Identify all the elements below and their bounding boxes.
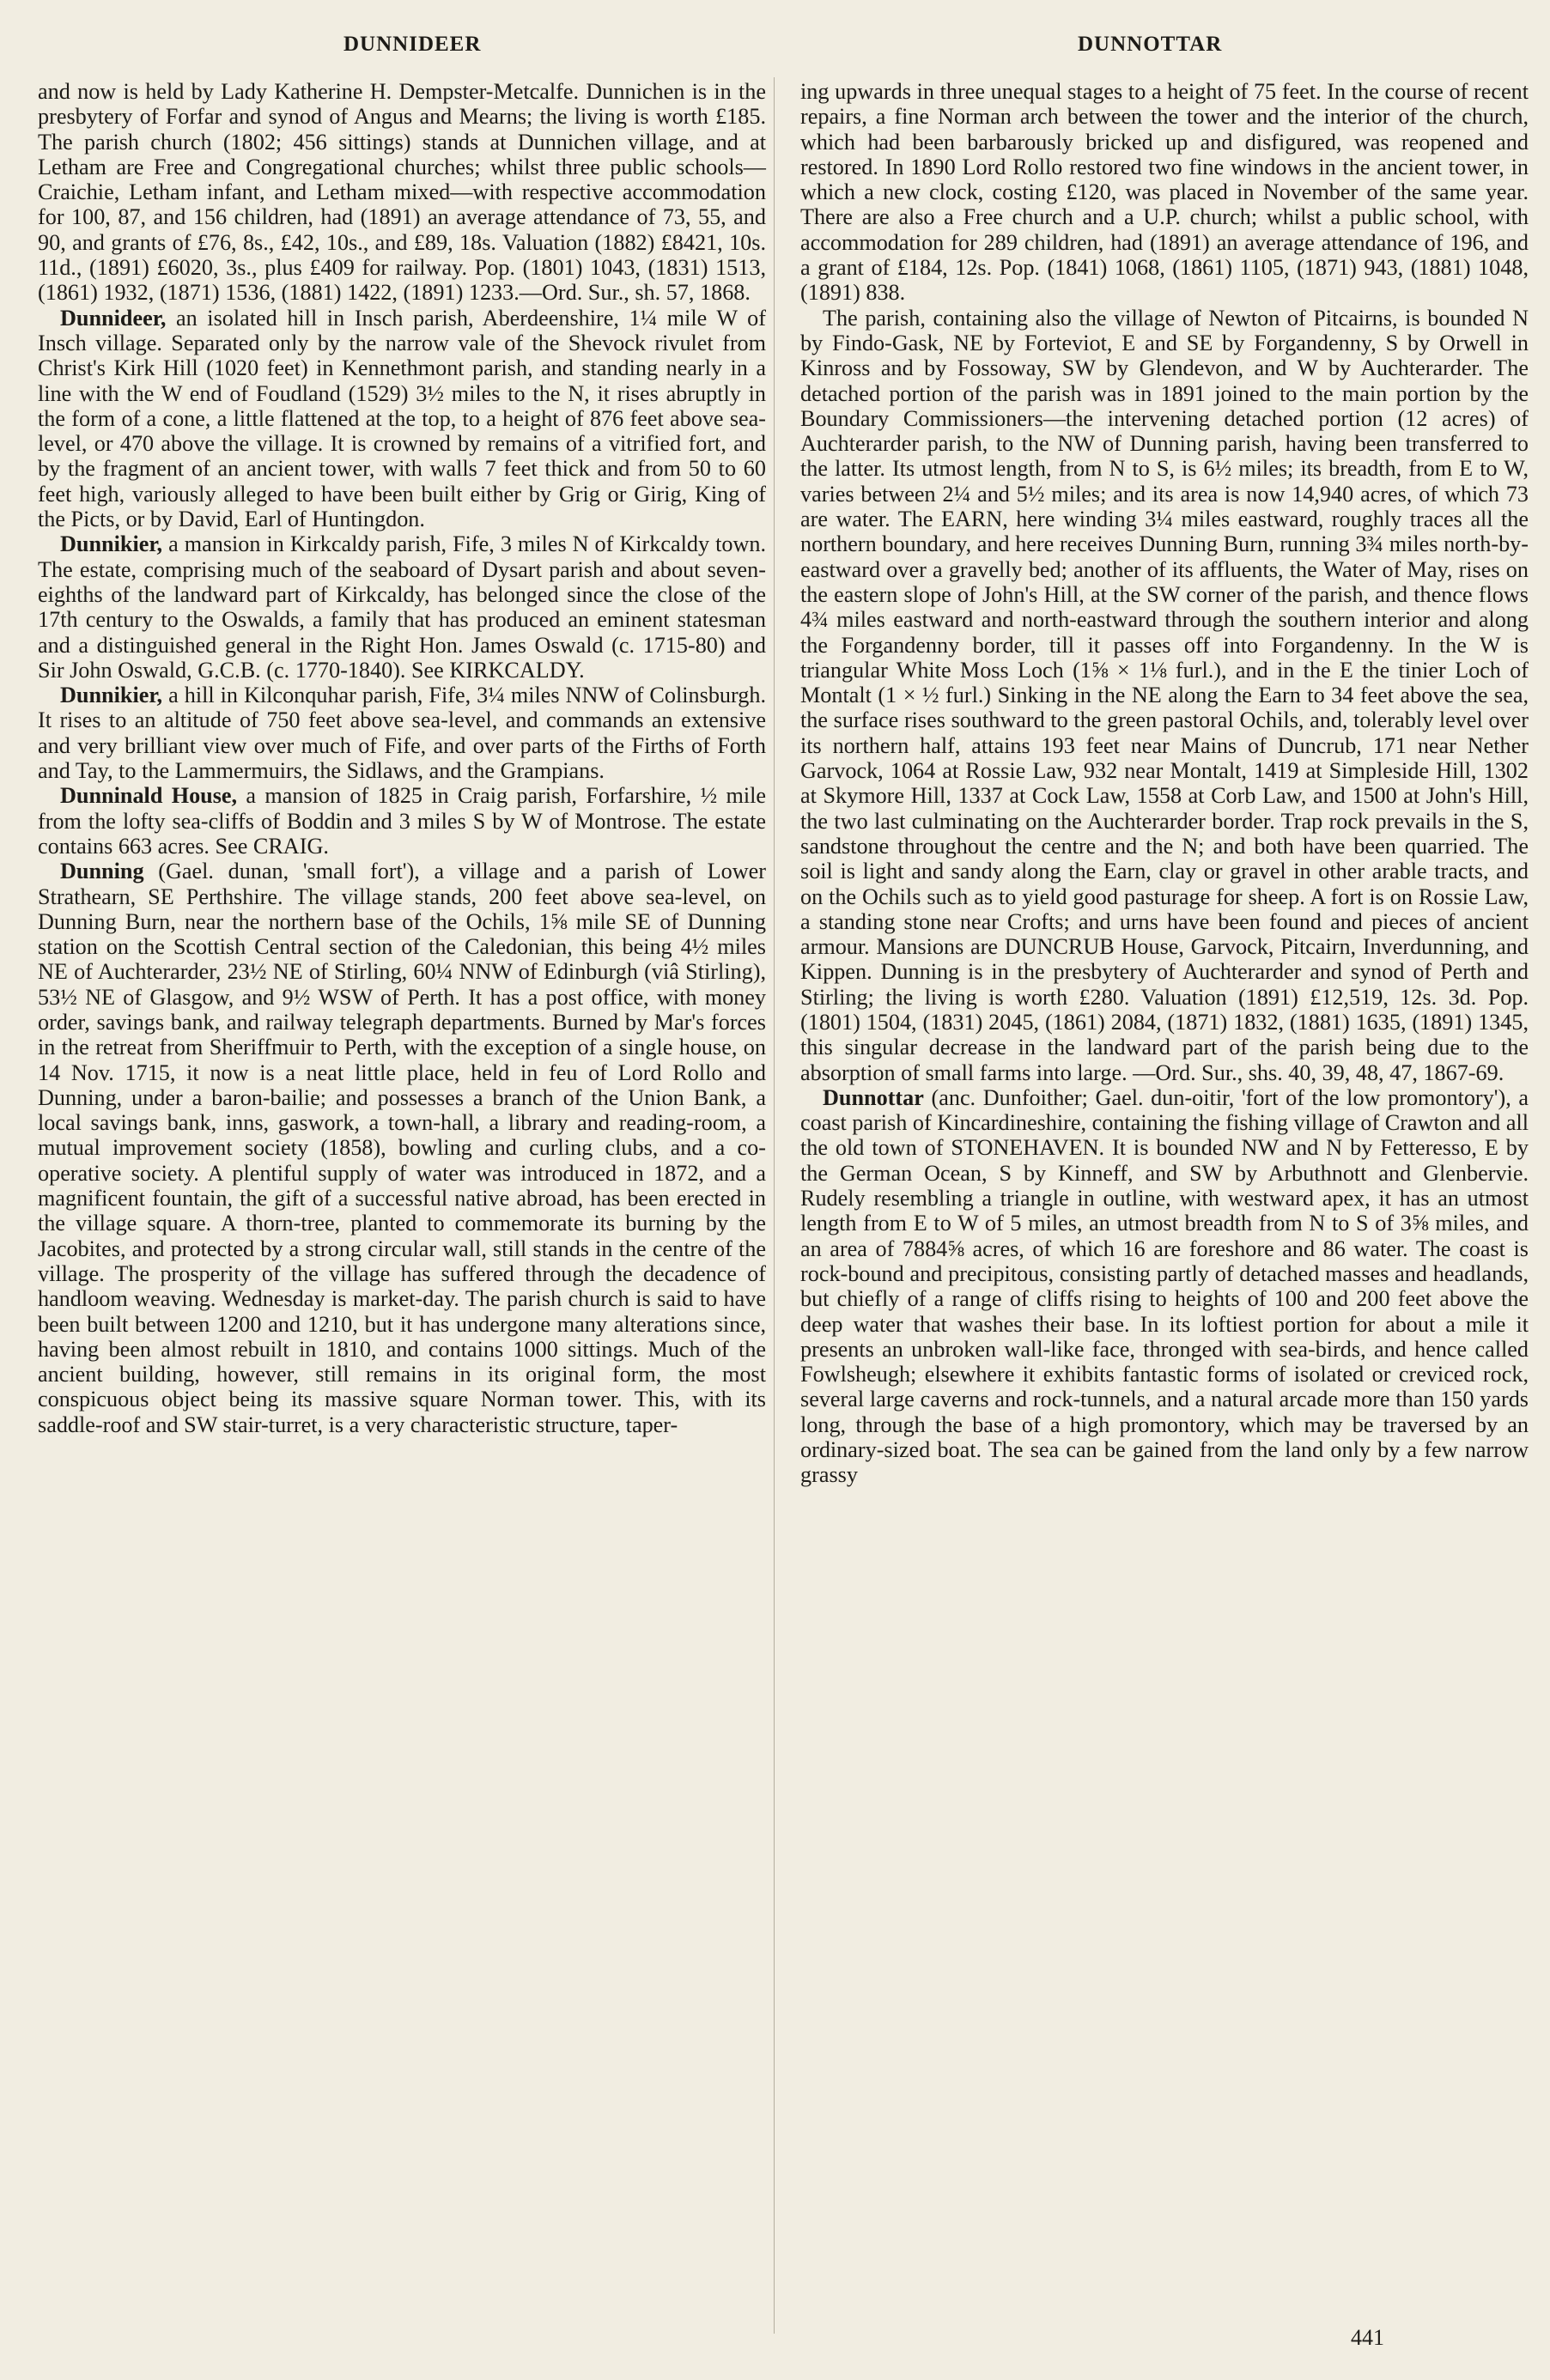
- entry-dunnikier-hill: [38, 683, 766, 783]
- entry-text: a mansion in Kirkcaldy parish, Fife, 3 miles N of Kirkcaldy town. The estate, comprising much of the seaboard of Dysart parish and about seven-eighths of the landward part of Kirkcaldy, has belonged since the close of the 17th century to the Oswalds, a family that has produced an eminent statesman and a distinguished general in the Right Hon. James Oswald (c. 1715-80) and Sir John Oswald, G.C.B. (c. 1770-1840). See KIRKCALDY.: [38, 531, 766, 683]
- entry-text: a hill in Kilconquhar parish, Fife, 3¼ miles NNW of Colinsburgh. It rises to an altitude of 750 feet above sea-level, and commands an extensive and very brilliant view over much of Fife, and over parts of the Firths of Forth and Tay, to the Lammermuirs, the Sidlaws, and the Grampians.: [38, 683, 767, 784]
- entry-headword: Dunninald House,: [60, 783, 238, 809]
- entry-headword: Dunning: [60, 859, 144, 884]
- entry-dunning: [38, 859, 766, 1437]
- entry-headword: Dunnikier,: [60, 683, 163, 708]
- entry-text: a mansion of 1825 in Craig parish, Forfarshire, ½ mile from the lofty sea-cliffs of Boddin and 3 miles S by W of Montrose. The estate contains 663 acres. See CRAIG.: [38, 783, 767, 859]
- continuation-paragraph: and now is held by Lady Katherine H. Dempster-Metcalfe. Dunnichen is in the presbytery of Forfar and synod of Angus and Mearns; the living is worth £185. The parish church (1802; 456 sittings) stands at Dunnichen village, and at Letham are Free and Congregational churches; whilst three public schools—Craichie, Letham infant, and Letham mixed—with respective accommodation for 100, 87, and 156 children, had (1891) an average attendance of 73, 55, and 90, and grants of £76, 8s., £42, 10s., and £89, 18s. Valuation (1882) £8421, 10s. 11d., (1891) £6020, 3s., plus £409 for railway. Pop. (1801) 1043, (1831) 1513, (1861) 1932, (1871) 1536, (1881) 1422, (1891) 1233.—Ord. Sur., sh. 57, 1868.: [38, 79, 766, 306]
- entry-headword: Dunnideer,: [60, 305, 167, 331]
- running-head-right: DUNNOTTAR: [1078, 33, 1223, 56]
- continuation-paragraph: ing upwards in three unequal stages to a height of 75 feet. In the course of recent repairs, a fine Norman arch between the tower and the interior of the church, which had been barbarously bricked up and disfigured, was reopened and restored. In 1890 Lord Rollo restored two fine windows in the ancient tower, in which a new clock, costing £120, was placed in November of the same year. There are also a Free church and a U.P. church; whilst a public school, with accommodation for 289 children, had (1891) an average attendance of 196, and a grant of £184, 12s. Pop. (1841) 1068, (1861) 1105, (1871) 943, (1881) 1048, (1891) 838.: [800, 79, 1529, 306]
- entry-headword: Dunnottar: [823, 1084, 924, 1110]
- entry-text: (Gael. dunan, 'small fort'), a village and a parish of Lower Strathearn, SE Perthshire. The village stands, 200 feet above sea-level, on Dunning Burn, near the northern base of the Ochils, 1⅝ mile SE of Dunning station on the Scottish Central section of the Caledonian, this being 4½ miles NE of Auchterarder, 23½ NE of Stirling, 60¼ NNW of Edinburgh (viâ Stirling), 53½ NE of Glasgow, and 9½ WSW of Perth. It has a post office, with money order, savings bank, and railway telegraph departments. Burned by Mar's forces in the retreat from Sheriffmuir to Perth, with the exception of a single house, on 14 Nov. 1715, it now is a neat little place, held in feu of Lord Rollo and Dunning, under a baron-bailie; and possesses a branch of the Union Bank, a local savings bank, inns, gaswork, a town-hall, a library and reading-room, a mutual improvement society (1858), bowling and curling clubs, and a co-operative society. A plentiful supply of water was introduced in 1872, and a magnificent fountain, the gift of a successful native abroad, has been erected in the village square. A thorn-tree, planted to commemorate its burning by the Jacobites, and protected by a strong circular wall, still stands in the centre of the village. The prosperity of the village has suffered through the decadence of handloom weaving. Wednesday is market-day. The parish church is said to have been built between 1200 and 1210, but it has undergone many alterations since, having been almost rebuilt in 1810, and contains 1000 sittings. Much of the ancient building, however, still remains in its original form, the most conspicuous object being its massive square Norman tower. This, with its saddle-roof and SW stair-turret, is a very characteristic structure, taper-: [38, 859, 766, 1437]
- entry-text: (anc. Dunfoither; Gael. dun-oitir, 'fort of the low promontory'), a coast parish of Kincardineshire, containing the fishing village of Crawton and all the old town of STONEHAVEN. It is bounded NW and N by Fetteresso, E by the German Ocean, S by Kinneff, and SW by Arbuthnott and Glenbervie. Rudely resembling a triangle in outline, with westward apex, it has an utmost length from E to W of 5 miles, an utmost breadth from N to S of 3⅝ miles, and an area of 7884⅝ acres, of which 16 are foreshore and 86 water. The coast is rock-bound and precipitous, consisting partly of detached masses and headlands, but chiefly of a range of cliffs rising to heights of 100 and 200 feet above the deep water that washes their base. In its loftiest portion for about a mile it presents an unbroken wall-like face, thronged with sea-birds, and hence called Fowlsheugh; elsewhere it exhibits fantastic forms of isolated or creviced rock, several large caverns and rock-tunnels, and a natural arcade more than 150 yards long, through the base of a high promontory, which may be traversed by an ordinary-sized boat. The sea can be gained from the land only by a few narrow grassy: [800, 1084, 1529, 1488]
- entry-dunninald-house: [38, 783, 766, 859]
- left-column: [38, 79, 766, 1437]
- entry-dunnideer: [38, 306, 766, 532]
- right-column: [800, 79, 1529, 1488]
- page-number: 441: [1351, 2325, 1384, 2350]
- entry-text: an isolated hill in Insch parish, Aberdeenshire, 1¼ mile W of Insch village. Separated only by the narrow vale of the Shevock rivulet from Christ's Kirk Hill (1020 feet) in Kennethmont parish, and standing nearly in a line with the W end of Foudland (1529) 3½ miles to the N, it rises abruptly in the form of a cone, a little flattened at the top, to a height of 876 feet above sea-level, or 470 above the village. It is crowned by remains of a vitrified fort, and by the fragment of an ancient tower, with walls 7 feet thick and from 50 to 60 feet high, variously alleged to have been built either by Grig or Girig, King of the Picts, or by David, Earl of Huntingdon.: [38, 305, 766, 532]
- entry-dunnottar: [800, 1085, 1529, 1488]
- running-head-left: DUNNIDEER: [343, 33, 482, 56]
- entry-headword: Dunnikier,: [60, 531, 163, 557]
- entry-dunnikier-mansion: [38, 531, 766, 683]
- parish-paragraph: The parish, containing also the village of Newton of Pitcairns, is bounded N by Findo-Gask, NE by Forteviot, E and SE by Forgandenny, S by Orwell in Kinross and by Fossoway, SW by Glendevon, and W by Auchterarder. The detached portion of the parish was in 1891 joined to the main portion by the Boundary Commissioners—the intervening detached portion (12 acres) of Auchterarder parish, to the NW of Dunning parish, having been transferred to the latter. Its utmost length, from N to S, is 6½ miles; its breadth, from E to W, varies between 2¼ and 5½ miles; and its area is now 14,940 acres, of which 73 are water. The EARN, here winding 3¼ miles eastward, roughly traces all the northern boundary, and here receives Dunning Burn, running 3¾ miles north-by-eastward over a gravelly bed; another of its affluents, the Water of May, rises on the eastern slope of John's Hill, at the SW corner of the parish, and thence flows 4¾ miles eastward and north-eastward through the southern interior and along the Forgandenny border, till it passes off into Forgandenny. In the W is triangular White Moss Loch (1⅝ × 1⅛ furl.), and in the E the tinier Loch of Montalt (1 × ½ furl.) Sinking in the NE along the Earn to 34 feet above the sea, the surface rises southward to the green pastoral Ochils, and, tolerably level over its northern half, attains 193 feet near Mains of Duncrub, 171 near Nether Garvock, 1064 at Rossie Law, 932 near Montalt, 1419 at Simpleside Hill, 1302 at Skymore Hill, 1337 at Cock Law, 1558 at Corb Law, and 1500 at John's Hill, the two last culminating on the Auchterarder border. Trap rock prevails in the S, sandstone throughout the centre and the N; and both have been quarried. The soil is light and sandy along the Earn, clay or gravel in other arable tracts, and on the Ochils such as to yield good pasturage for sheep. A fort is on Rossie Law, a standing stone near Crofts; and urns have been found and pieces of ancient armour. Mansions are DUNCRUB House, Garvock, Pitcairn, Inverdunning, and Kippen. Dunning is in the presbytery of Auchterarder and synod of Perth and Stirling; the living is worth £280. Valuation (1891) £12,519, 12s. 3d. Pop. (1801) 1504, (1831) 2045, (1861) 2084, (1871) 1832, (1881) 1635, (1891) 1345, this singular decrease in the landward part of the parish being due to the absorption of small farms into large. —Ord. Sur., shs. 40, 39, 48, 47, 1867-69.: [800, 305, 1529, 1085]
- column-divider: [774, 77, 775, 2334]
